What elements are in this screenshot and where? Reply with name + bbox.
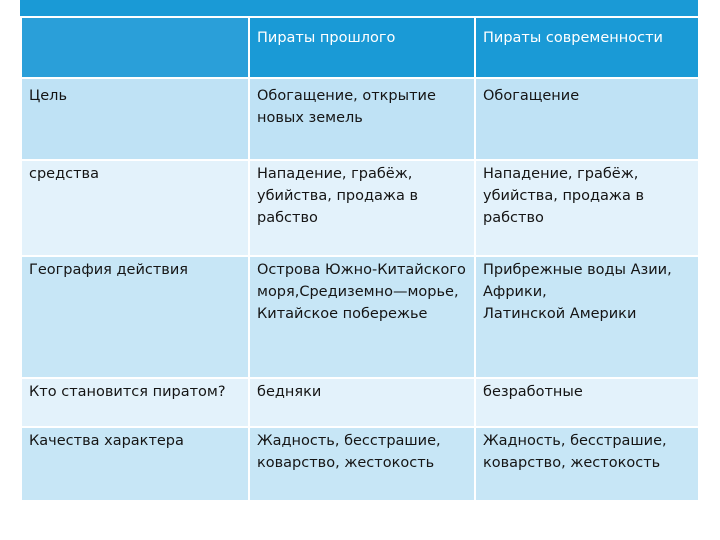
table-row xyxy=(21,160,699,256)
table-row xyxy=(21,78,699,160)
header-cell-past-pirates: Пираты прошлого xyxy=(249,17,475,78)
row-label: Кто становится пиратом? xyxy=(21,378,249,427)
table-cell: Острова Южно-Китайского моря,Средиземно—морье, Китайское побережье xyxy=(249,256,475,378)
row-label: средства xyxy=(21,160,249,256)
table-row xyxy=(21,256,699,378)
comparison-table xyxy=(20,16,700,502)
table-cell: Обогащение, открытие новых земель xyxy=(249,78,475,160)
table-cell: Жадность, бесстрашие, коварство, жестокость xyxy=(249,427,475,501)
table-cell: Нападение, грабёж, убийства, продажа в рабство xyxy=(249,160,475,256)
table-cell: Жадность, бесстрашие, коварство, жестокость xyxy=(475,427,699,501)
header-cell-modern-pirates: Пираты современности xyxy=(475,17,699,78)
header-cell-empty xyxy=(21,17,249,78)
table-cell: Прибрежные воды Азии, Африки, Латинской Америки xyxy=(475,256,699,378)
table-row xyxy=(21,378,699,427)
row-label: Качества характера xyxy=(21,427,249,501)
table-cell: Обогащение xyxy=(475,78,699,160)
row-label: Цель xyxy=(21,78,249,160)
row-label: География действия xyxy=(21,256,249,378)
table-row xyxy=(21,427,699,501)
table-cell: безработные xyxy=(475,378,699,427)
table-cell: бедняки xyxy=(249,378,475,427)
table-cell: Нападение, грабёж, убийства, продажа в рабство xyxy=(475,160,699,256)
table-header-row xyxy=(21,17,699,78)
